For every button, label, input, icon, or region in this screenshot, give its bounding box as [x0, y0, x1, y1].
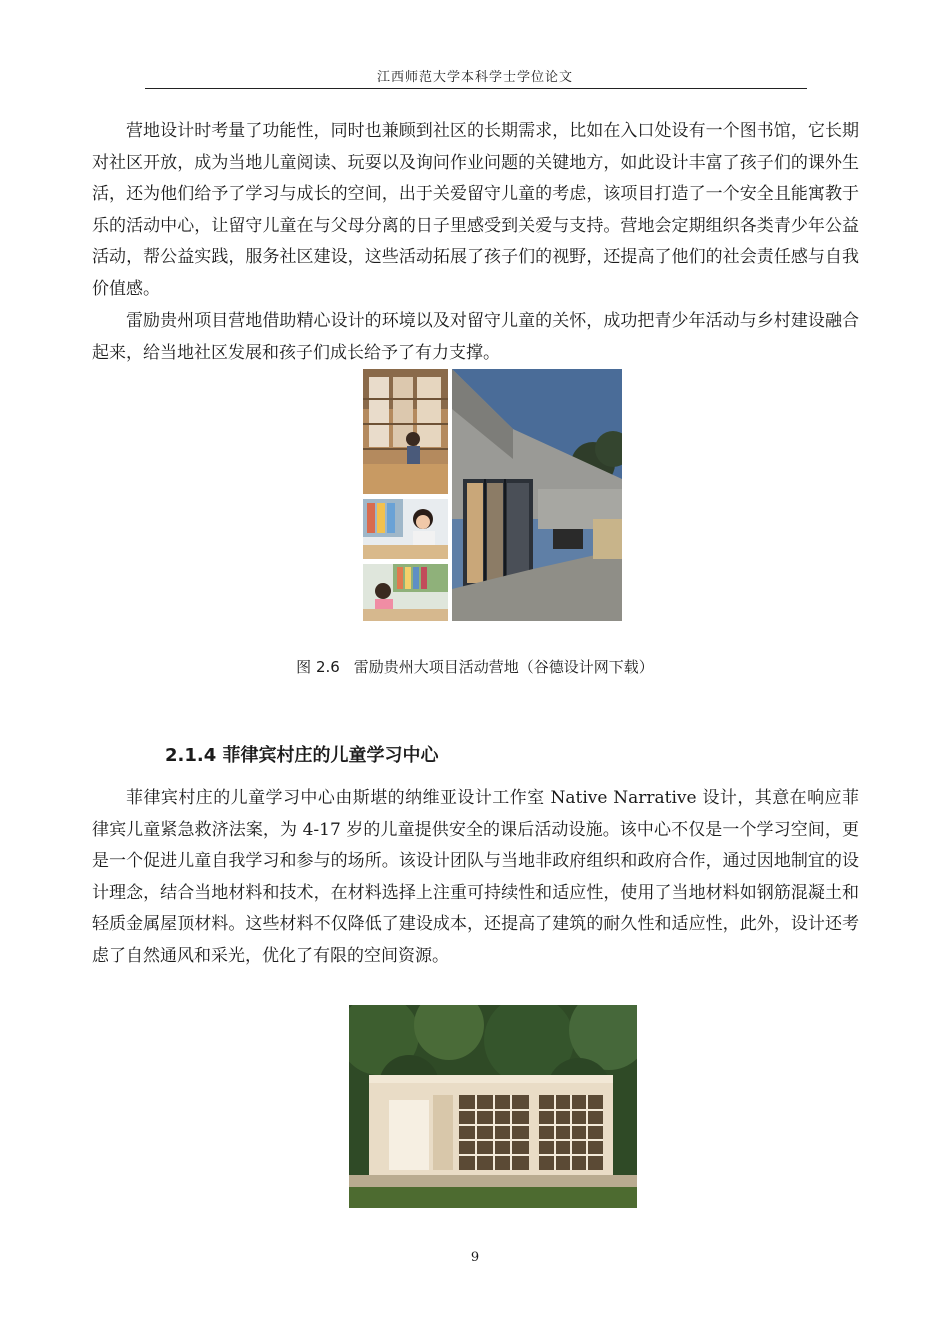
paragraph-1: 营地设计时考量了功能性，同时也兼顾到社区的长期需求，比如在入口处设有一个图书馆，它长期对社区开放，成为当地儿童阅读、玩耍以及询问作业问题的关键地方，如此设计丰富了孩子们的课外生活，还为他们给予了学习与成长的空间，出于关爱留守儿童的考虑，该项目打造了一个安全且能寓教于乐的活动中心，让留守儿童在与父母分离的日子里感受到关爱与支持。营地会定期组织各类青少年公益活动，帮公益实践，服务社区建设，这些活动拓展了孩子们的视野，还提高了他们的社会责任感与自我价值感。 — [92, 121, 859, 299]
paragraph-3: 菲律宾村庄的儿童学习中心由斯堪的纳维亚设计工作室 Native Narrative 设计，其意在响应菲律宾儿童紧急救济法案，为 4-17 岁的儿童提供安全的课后活动设施。该中心不仅是一个学习空间，更是一个促进儿童自我学习和参与的场所。该设计团队与当地非政府组织和政府合作，通过因地制宜的设计理念，结合当地材料和技术，在材料选择上注重可持续性和适应性，使用了当地材料如钢筋混凝土和轻质金属屋顶材料。这些材料不仅降低了建设成本，还提高了建筑的耐久性和适应性，此外，设计还考虑了自然通风和采光，优化了有限的空间资源。 — [92, 788, 859, 966]
section-heading: 2.1.4 菲律宾村庄的儿童学习中心 — [165, 745, 439, 766]
paragraph-2: 雷励贵州项目营地借助精心设计的环境以及对留守儿童的关怀，成功把青少年活动与乡村建设融合起来，给当地社区发展和孩子们成长给予了有力支撑。 — [92, 311, 859, 363]
learning-center-image — [349, 1005, 637, 1208]
header-divider — [145, 88, 807, 89]
page-number: 9 — [470, 1250, 480, 1265]
header-title: 江西师范大学本科学士学位论文 — [376, 70, 573, 85]
figure-caption-text: 雷励贵州大项目活动营地（谷德设计网下载） — [353, 658, 654, 676]
figure-number: 图 2.6 — [296, 658, 340, 676]
figure-2-6-image — [363, 369, 622, 621]
figure-2-6-caption — [0, 656, 950, 677]
